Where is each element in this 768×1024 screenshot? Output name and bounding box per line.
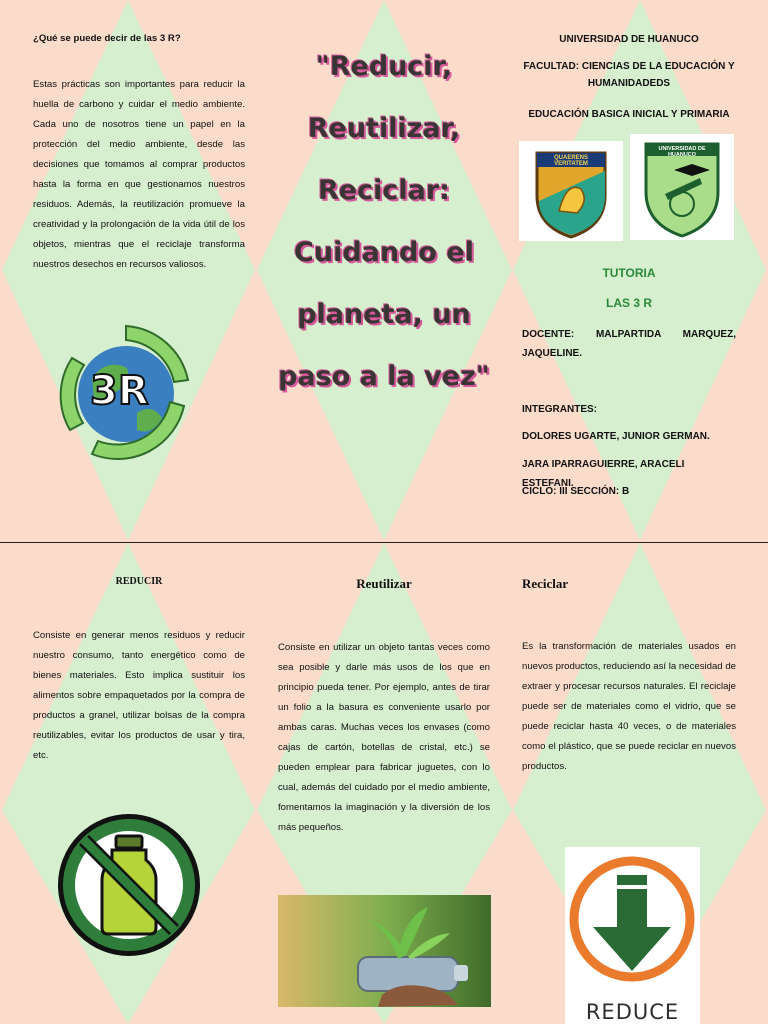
reutilizar-heading: Reutilizar — [356, 576, 412, 591]
topic-name: LAS 3 R — [605, 296, 652, 310]
reduce-label: REDUCE — [585, 1000, 680, 1024]
members-label: INTEGRANTES: — [522, 404, 597, 415]
university-crest-logo — [630, 134, 734, 240]
question-body: Estas prácticas son importantes para reducir la huella de carbono y cuidar el medio ambiente. Cada uno de nosotros tiene un papel en la protección del medio ambiente, desde las decisiones que tomamos al comprar productos hasta la forma en que gestionamos nuestros residuos. Además, la reutilización promueve la creatividad y la prolongación de la vida útil de los objetos, mientras que el reciclaje transforma nuestros desechos en recursos valiosos. — [33, 79, 245, 270]
fold-divider — [0, 542, 768, 543]
crest-label: UNIVERSIDAD DE HUANUCO — [658, 146, 706, 158]
question-heading: ¿Qué se puede decir de las 3 R? — [33, 33, 181, 44]
university-name: UNIVERSIDAD DE HUANUCO — [559, 34, 699, 45]
faculty-name: FACULTAD: CIENCIAS DE LA EDUCACIÓN Y HUMANIDADEDS — [523, 61, 735, 89]
reutilizar-body: Consiste en utilizar un objeto tantas veces como sea posible y darle más usos de los que en principio pueda tener. Por ejemplo, antes de tirar un folio a la basura es conveniente usarlo por ambas caras. Muchas veces los envases (como cajas de cartón, botellas de cristal, etc.) se pueden emplear para fabricar juguetes, con lo cual, además del cuidado por el medio ambiente, fomentamos la imaginación y la diversión de los más pequeños. — [278, 642, 490, 833]
course-name: TUTORIA — [602, 266, 656, 280]
member-item: DOLORES UGARTE, JUNIOR GERMAN. — [522, 431, 710, 442]
reciclar-heading: Reciclar — [522, 576, 569, 591]
shield-motto: QUAERENS VERITATEM — [553, 155, 588, 167]
recycle-3r-icon — [52, 318, 200, 466]
reducir-heading: REDUCIR — [115, 576, 163, 587]
plant-in-bottle-photo — [278, 895, 491, 1007]
university-shield-logo — [519, 141, 623, 241]
teacher-name: DOCENTE: MALPARTIDA MARQUEZ, JAQUELINE. — [522, 329, 736, 359]
reduce-arrow-icon — [565, 847, 700, 1024]
no-plastic-bottle-icon — [54, 810, 204, 960]
member-item: JARA IPARRAGUIERRE, ARACELI ESTEFANI. — [522, 459, 685, 489]
brochure-title: "Reducir, Reutilizar, Reciclar: Cuidando el planeta, un paso a la vez" — [278, 51, 490, 392]
cycle-section: CICLO: III SECCIÓN: B — [522, 486, 630, 497]
program-name: EDUCACIÓN BASICA INICIAL Y PRIMARIA — [528, 109, 730, 120]
3r-label: 3R — [90, 368, 149, 414]
reciclar-body: Es la transformación de materiales usados en nuevos productos, reduciendo así la necesidad de extraer y procesar recursos naturales. El reciclaje puede ser de materiales como el vidrio, que se puede reciclar hasta 40 veces, o de materiales como el plástico, que se puede reciclar en nuevos productos. — [522, 641, 736, 772]
reducir-body: Consiste en generar menos residuos y reducir nuestro consumo, tanto energético como de bienes materiales. Esto implica sustituir los alimentos sobre empaquetados por la compra de productos a granel, utilizar bolsas de la compra reutilizables, evitar los productos de usar y tira, etc. — [33, 630, 245, 761]
